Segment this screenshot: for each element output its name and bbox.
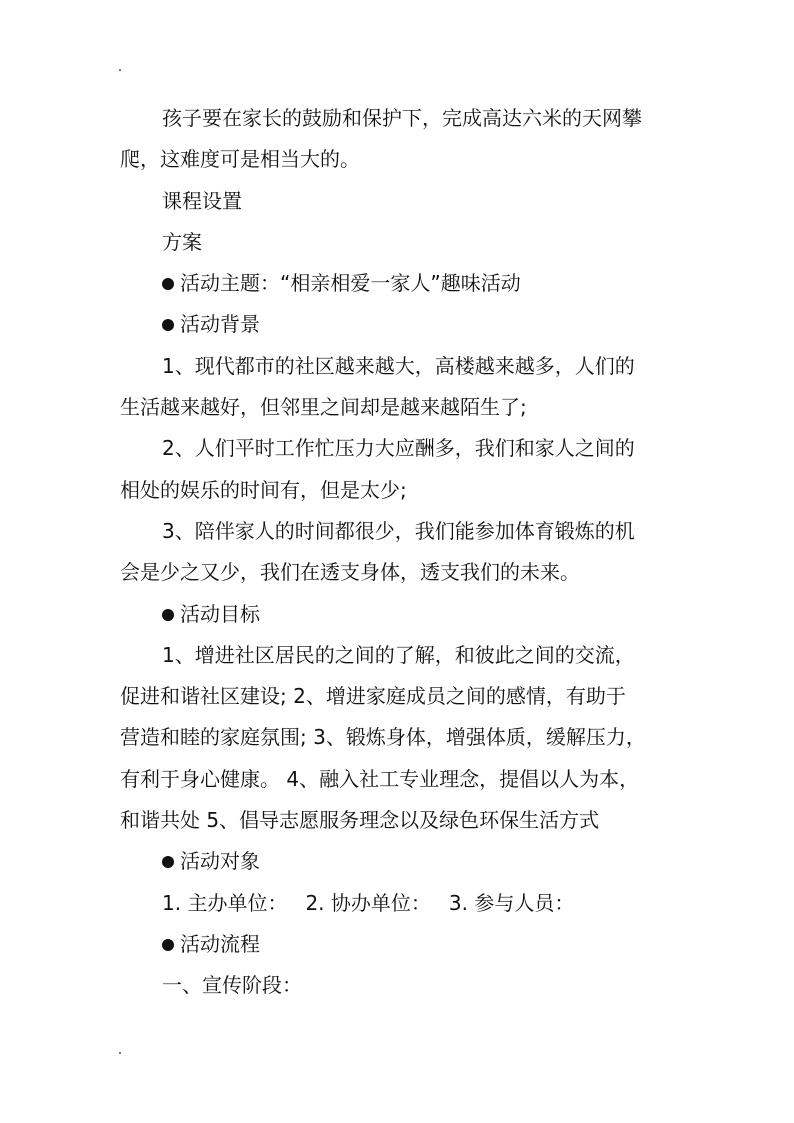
page-corner-mark-bottom xyxy=(119,1052,121,1054)
target-heading xyxy=(120,841,680,882)
process-heading xyxy=(120,924,680,965)
goal-heading-text: 活动目标 xyxy=(180,601,260,626)
target-heading-text: 活动对象 xyxy=(180,849,260,874)
paragraph-line: 1、现代都市的社区越来越大，高楼越来越多，人们的 xyxy=(162,353,635,378)
paragraph-line: 孩子要在家长的鼓励和保护下，完成高达六米的天网攀 xyxy=(162,106,642,130)
background-heading-text: 活动背景 xyxy=(180,312,260,337)
target-item-co-organizer: 2. 协办单位： xyxy=(305,890,431,915)
stage-one-title: 一、宣传阶段： xyxy=(162,973,302,998)
bullet-icon xyxy=(162,278,174,290)
bullet-icon xyxy=(162,319,174,331)
target-item-participants: 3. 参与人员： xyxy=(448,890,575,915)
paragraph-line: 会是少之又少，我们在透支身体，透支我们的未来。 xyxy=(120,560,580,585)
paragraph-line: 有利于身心健康。 4、融入社工专业理念，提倡以人为本， xyxy=(120,766,640,791)
paragraph-line: 爬，这难度可是相当大的。 xyxy=(120,147,360,172)
target-item-organizer: 1. 主办单位： xyxy=(162,890,288,915)
process-heading-text: 活动流程 xyxy=(180,931,260,956)
paragraph-line: 1、增进社区居民的之间的了解，和彼此之间的交流， xyxy=(162,642,635,667)
paragraph-line: 促进和谐社区建设; 2、增进家庭成员之间的感情，有助于 xyxy=(120,684,626,709)
theme-line xyxy=(120,263,680,304)
background-heading xyxy=(120,304,680,345)
target-list xyxy=(120,883,680,924)
section-title-course-setup: 课程设置 xyxy=(162,188,242,213)
goal-heading xyxy=(120,594,680,635)
page-corner-mark-top xyxy=(119,69,121,71)
paragraph-line: 营造和睦的家庭氛围; 3、锻炼身体，增强体质，缓解压力， xyxy=(120,725,646,750)
paragraph-line: 2、人们平时工作忙压力大应酬多，我们和家人之间的 xyxy=(162,436,635,461)
bullet-icon xyxy=(162,939,174,951)
paragraph-line: 和谐共处 5、倡导志愿服务理念以及绿色环保生活方式 xyxy=(120,808,600,833)
section-title-plan: 方案 xyxy=(162,229,202,254)
document-body xyxy=(120,98,680,1007)
bullet-icon xyxy=(162,856,174,868)
theme-text: 活动主题：“相亲相爱一家人”趣味活动 xyxy=(180,271,521,296)
paragraph-line: 相处的娱乐的时间有，但是太少; xyxy=(120,477,407,502)
paragraph-line: 生活越来越好，但邻里之间却是越来越陌生了; xyxy=(120,395,527,420)
bullet-icon xyxy=(162,609,174,621)
paragraph-line: 3、陪伴家人的时间都很少，我们能参加体育锻炼的机 xyxy=(162,518,635,543)
